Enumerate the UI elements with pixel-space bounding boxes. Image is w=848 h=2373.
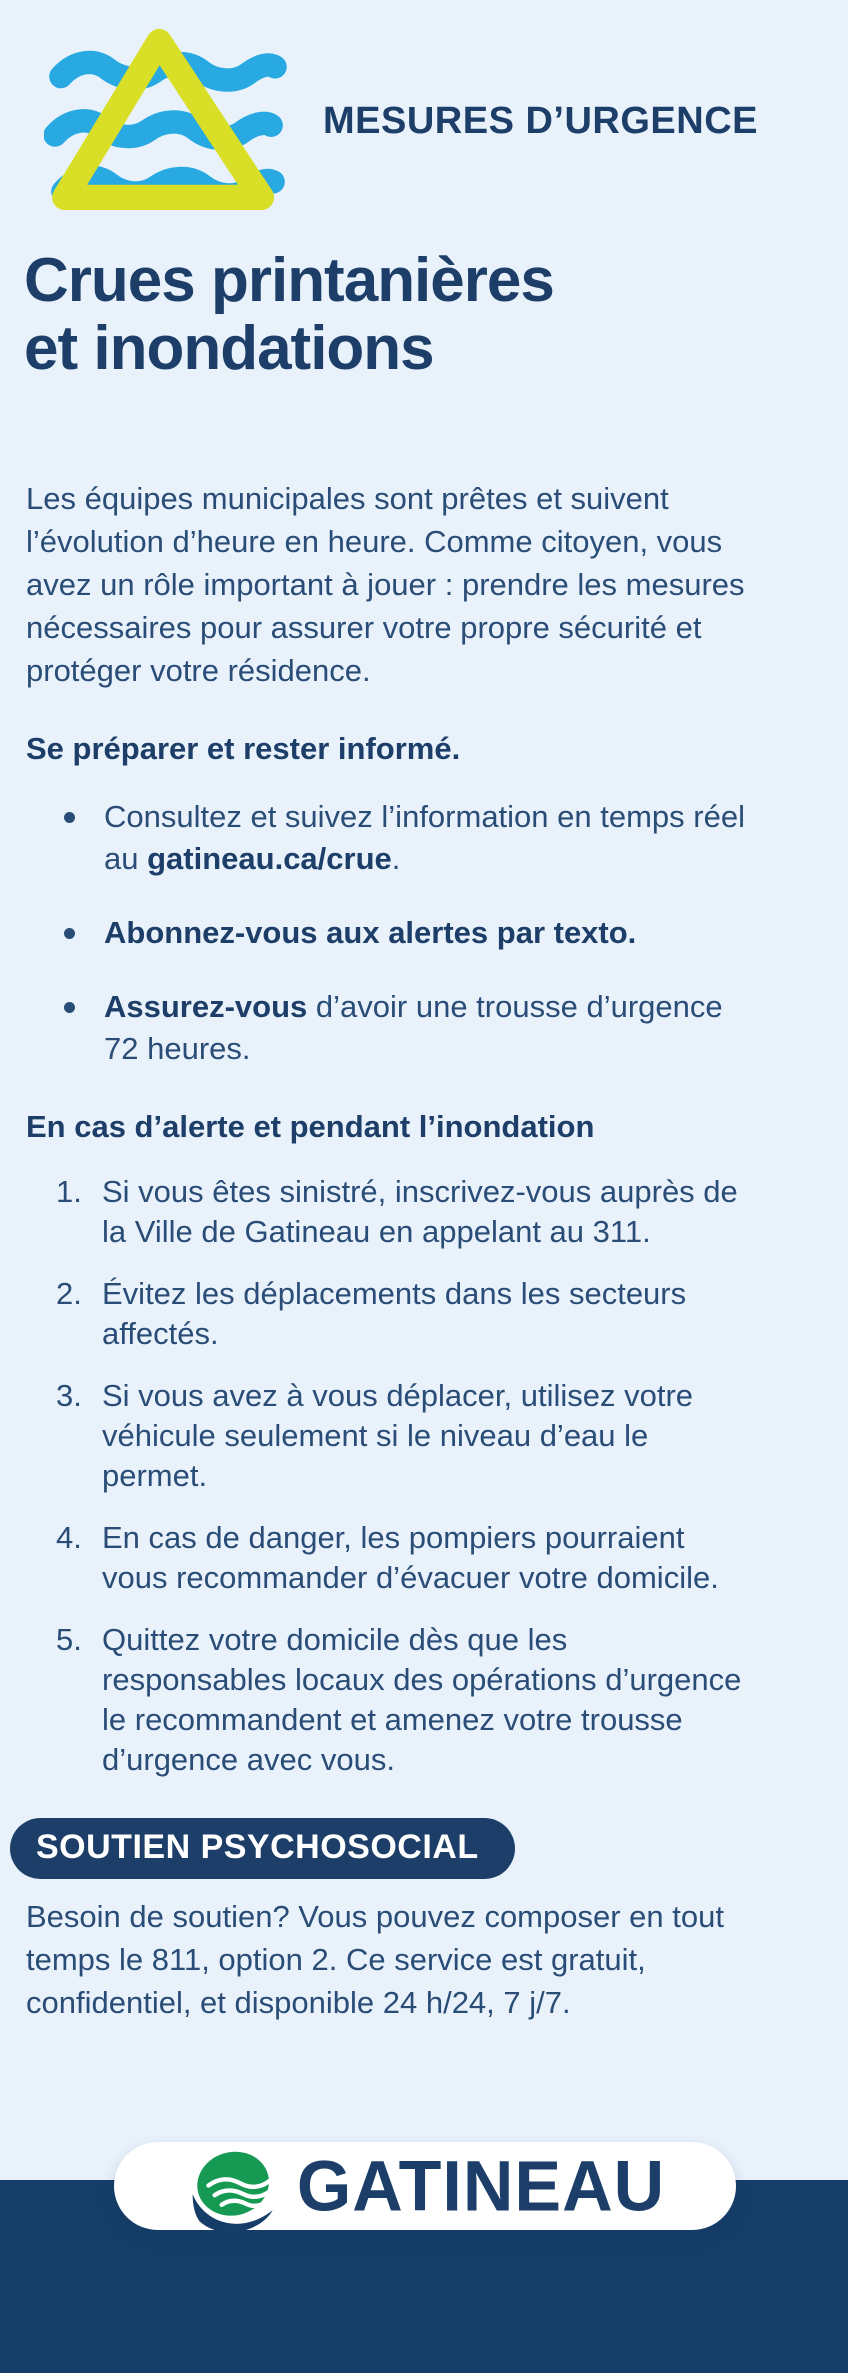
step-item (0, 1376, 848, 1496)
step-text: Si vous êtes sinistré, inscrivez-vous auprès de la Ville de Gatineau en appelant au 311. (102, 1174, 738, 1250)
step-text: Si vous avez à vous déplacer, utilisez votre véhicule seulement si le niveau d’eau le permet. (102, 1378, 694, 1494)
support-paragraph: Besoin de soutien? Vous pouvez composer en tout temps le 811, option 2. Ce service est gratuit, confidentiel, et disponible 24 h/24, 7 j/7. (26, 1899, 724, 2021)
bullet-item (104, 912, 754, 954)
flood-warning-icon (44, 26, 289, 211)
page-title-line2: et inondations (24, 314, 434, 384)
step-number: 5. (56, 1622, 82, 1658)
bullet-item (104, 796, 754, 880)
gatineau-wordmark: GATINEAU (296, 2146, 666, 2226)
step-item (0, 1518, 848, 1598)
bullet-item (104, 986, 754, 1070)
step-number: 1. (56, 1174, 82, 1210)
alert-heading: En cas d’alerte et pendant l’inondation (26, 1109, 595, 1145)
step-text: Évitez les déplacements dans les secteurs affectés. (102, 1276, 687, 1352)
bullet-text-segment: d’avoir une trousse d’urgence 72 heures. (104, 989, 723, 1067)
step-item (0, 1172, 848, 1252)
step-item (0, 1274, 848, 1354)
header (0, 0, 848, 211)
step-number: 4. (56, 1520, 82, 1556)
step-number: 2. (56, 1276, 82, 1312)
gatineau-logo (114, 2142, 736, 2230)
bullet-text-segment: Consultez et suivez l’information en temps réel au (104, 799, 745, 877)
bullet-text-segment: . (391, 841, 401, 877)
bullet-text-segment: Assurez-vous (104, 989, 308, 1025)
crue-link[interactable]: gatineau.ca/crue (147, 841, 392, 877)
step-text: En cas de danger, les pompiers pourraient vous recommander d’évacuer votre domicile. (102, 1520, 719, 1596)
page-title (24, 247, 848, 383)
intro-paragraph: Les équipes municipales sont prêtes et suivent l’évolution d’heure en heure. Comme citoyen, vous avez un rôle important à jouer : prendre les mesures nécessaires pour assurer votre propre sécurité et protéger votre résidence. (26, 481, 745, 689)
step-text: Quittez votre domicile dès que les responsables locaux des opérations d’urgence le recommandent et amenez votre trousse d’urgence avec vous. (102, 1622, 742, 1778)
bullet-text-segment: Abonnez-vous aux alertes par texto. (104, 915, 637, 951)
step-number: 3. (56, 1378, 82, 1414)
support-badge: SOUTIEN PSYCHOSOCIAL (10, 1818, 515, 1879)
support-badge-row (10, 1818, 848, 1879)
prepare-heading: Se préparer et rester informé. (26, 731, 461, 767)
alert-steps-list (0, 1172, 848, 1780)
brand-label: MESURES D’URGENCE (323, 100, 758, 142)
step-item (0, 1620, 848, 1780)
gatineau-leaf-icon (185, 2145, 283, 2233)
page-title-line1: Crues printanières (24, 246, 554, 315)
prepare-bullet-list (0, 796, 848, 1070)
